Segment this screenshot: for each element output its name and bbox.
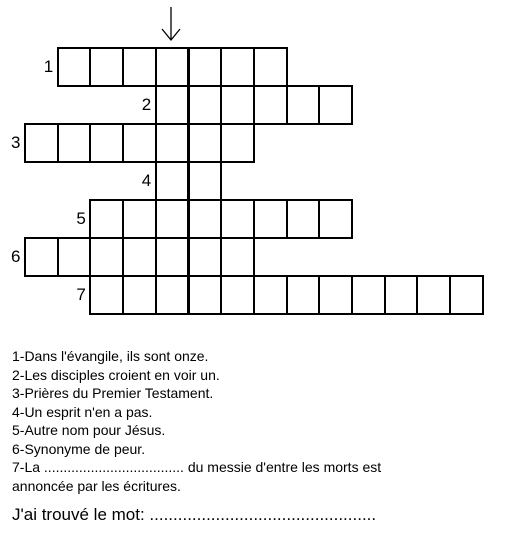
- grid-cell[interactable]: [253, 85, 288, 125]
- grid-cell[interactable]: [155, 123, 190, 163]
- clue-6: 6-Synonyme de peur.: [12, 440, 146, 457]
- grid-cell[interactable]: [286, 85, 321, 125]
- row-number: 4: [141, 171, 152, 190]
- grid-cell[interactable]: [416, 275, 451, 315]
- grid-cell[interactable]: [220, 123, 255, 163]
- answer-line: J'ai trouvé le mot: ................................................: [12, 505, 377, 524]
- grid-cell[interactable]: [220, 47, 255, 87]
- grid-cell[interactable]: [155, 275, 190, 315]
- grid-cell[interactable]: [122, 47, 157, 87]
- grid-cell[interactable]: [155, 199, 190, 239]
- row-number: 3: [11, 133, 21, 152]
- grid-cell[interactable]: [318, 199, 353, 239]
- grid-cell[interactable]: [24, 237, 59, 277]
- grid-cell[interactable]: [89, 199, 124, 239]
- grid-cell[interactable]: [220, 85, 255, 125]
- grid-cell[interactable]: [286, 275, 321, 315]
- row-number: 7: [76, 285, 86, 304]
- grid-cell[interactable]: [318, 275, 353, 315]
- grid-cell[interactable]: [220, 275, 255, 315]
- row-number: 5: [76, 209, 86, 228]
- grid-cell[interactable]: [57, 47, 92, 87]
- grid-cell[interactable]: [89, 47, 124, 87]
- grid-cell[interactable]: [188, 275, 223, 315]
- grid-cell[interactable]: [89, 123, 124, 163]
- grid-cell[interactable]: [57, 123, 92, 163]
- grid-cell[interactable]: [57, 237, 92, 277]
- grid-cell[interactable]: [253, 199, 288, 239]
- grid-cell[interactable]: [449, 275, 484, 315]
- clue-2: 2-Les disciples croient en voir un.: [12, 366, 220, 383]
- grid-cell[interactable]: [122, 123, 157, 163]
- grid-cell[interactable]: [122, 275, 157, 315]
- grid-cell[interactable]: [220, 237, 255, 277]
- grid-cell[interactable]: [188, 237, 223, 277]
- grid-cell[interactable]: [253, 47, 288, 87]
- grid-cell[interactable]: [188, 123, 223, 163]
- row-number: 2: [141, 95, 152, 114]
- grid-cell[interactable]: [89, 275, 124, 315]
- grid-cell[interactable]: [220, 199, 255, 239]
- grid-cell[interactable]: [384, 275, 419, 315]
- grid-cell[interactable]: [318, 85, 353, 125]
- clue-list: [12, 347, 492, 495]
- clue-7: 7-La .................................... du messie d'entre les morts est annoncée par les écritures.: [12, 459, 382, 494]
- grid-cell[interactable]: [253, 275, 288, 315]
- grid-cell[interactable]: [155, 161, 190, 201]
- grid-cell[interactable]: [188, 161, 223, 201]
- grid-cell[interactable]: [351, 275, 386, 315]
- grid-cell[interactable]: [155, 237, 190, 277]
- grid-cell[interactable]: [188, 199, 223, 239]
- grid-cell[interactable]: [188, 47, 223, 87]
- grid-cell[interactable]: [155, 85, 190, 125]
- row-number: 6: [11, 247, 21, 266]
- clue-1: 1-Dans l'évangile, ils sont onze.: [12, 348, 209, 364]
- row-number: 1: [43, 57, 54, 76]
- grid-cell[interactable]: [122, 237, 157, 277]
- grid-cell[interactable]: [122, 199, 157, 239]
- clue-5: 5-Autre nom pour Jésus.: [12, 422, 166, 438]
- clue-3: 3-Prières du Premier Testament.: [12, 385, 214, 401]
- grid-cell[interactable]: [24, 123, 59, 163]
- grid-cell[interactable]: [155, 47, 190, 87]
- grid-cell[interactable]: [286, 199, 321, 239]
- arrow-down-icon: [160, 6, 182, 42]
- clue-4: 4-Un esprit n'en a pas.: [12, 403, 153, 420]
- grid-cell[interactable]: [188, 85, 223, 125]
- grid-cell[interactable]: [89, 237, 124, 277]
